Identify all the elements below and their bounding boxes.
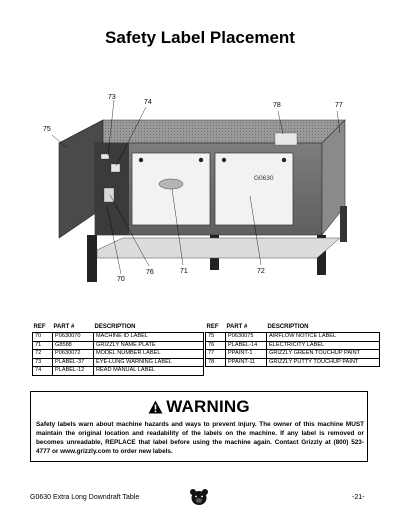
cell-ref: 76 (206, 341, 226, 350)
parts-table-left (32, 323, 204, 376)
table-row (33, 341, 204, 350)
table-row (206, 333, 380, 342)
cell-part: P0630072 (53, 350, 94, 359)
warning-box (30, 391, 368, 462)
cell-ref: 72 (33, 350, 53, 359)
filter-door-right (215, 153, 293, 225)
cell-part: PLABEL-12 (53, 367, 94, 376)
lower-shelf (97, 238, 340, 258)
cell-part: G8588 (53, 341, 94, 350)
warning-text: Safety labels warn about machine hazards and ways to prevent injury. The owner of this machine MUST maintain the original location and readability of the labels on the machine. If any label is removed or becomes unreadable, REPLACE that label before using the machine again. Contact Grizzly at (800) 523-4777 or www.grizzly.com to order new labels. (36, 421, 364, 455)
table-row (33, 358, 204, 367)
cell-part: PLABEL-37 (53, 358, 94, 367)
callout-70: 70 (117, 276, 125, 283)
cell-ref: 77 (206, 350, 226, 359)
cell-ref: 73 (33, 358, 53, 367)
col-header-ref: REF (33, 324, 46, 330)
cell-description: READ MANUAL LABEL (94, 367, 204, 376)
cell-description: ELECTRICITY LABEL (267, 341, 380, 350)
cell-description: GRIZZLY PUTTY TOUCHUP PAINT (267, 358, 380, 367)
callout-75: 75 (43, 126, 51, 133)
col-header-description: DESCRIPTION (267, 324, 309, 330)
cell-ref: 71 (33, 341, 53, 350)
cell-part: P0630070 (53, 333, 94, 342)
cell-ref: 70 (33, 333, 53, 342)
cell-description: AIRFLOW NOTICE LABEL (267, 333, 380, 342)
table-row (33, 367, 204, 376)
parts-table-right (205, 323, 380, 367)
machine-model-label: G0630 (254, 175, 274, 182)
leg-back-right (340, 206, 347, 242)
cell-description: GRIZZLY GREEN TOUCHUP PAINT (267, 350, 380, 359)
callout-76: 76 (146, 269, 154, 276)
callout-72: 72 (257, 268, 265, 275)
warning-title: WARNING (166, 397, 250, 416)
cell-part: P0630075 (226, 333, 267, 342)
table-row (206, 350, 380, 359)
callout-77: 77 (335, 102, 343, 109)
cell-part: PPAINT-1 (226, 350, 267, 359)
table-row (206, 358, 380, 367)
page-title: Safety Label Placement (105, 28, 295, 47)
downdraft-table-drawing (35, 88, 375, 298)
table-row (33, 333, 204, 342)
cell-part: PLABEL-14 (226, 341, 267, 350)
cell-ref: 74 (33, 367, 53, 376)
cell-ref: 75 (206, 333, 226, 342)
cell-part: PPAINT-11 (226, 358, 267, 367)
col-header-description: DESCRIPTION (94, 324, 136, 330)
warning-header (31, 397, 367, 417)
col-header-part: PART # (53, 324, 75, 330)
cell-description: EYE-LUNG WARNING LABEL (94, 358, 204, 367)
table-row (33, 350, 204, 359)
name-plate (159, 179, 183, 189)
machine-illustration (35, 88, 375, 298)
leg-front-left (87, 235, 97, 282)
cell-description: MODEL NUMBER LABEL (94, 350, 204, 359)
footer-model-title: G0630 Extra Long Downdraft Table (30, 494, 140, 501)
page-number: -21- (352, 494, 365, 501)
col-header-part: PART # (226, 324, 248, 330)
callout-78: 78 (273, 102, 281, 109)
cell-description: GRIZZLY NAME PLATE (94, 341, 204, 350)
cell-description: MACHINE ID LABEL (94, 333, 204, 342)
callout-73: 73 (108, 94, 116, 101)
warning-triangle-icon (148, 400, 163, 414)
table-row (206, 341, 380, 350)
grizzly-bear-logo-icon (189, 488, 209, 511)
callout-71: 71 (180, 268, 188, 275)
callout-74: 74 (144, 99, 152, 106)
cell-ref: 78 (206, 358, 226, 367)
col-header-ref: REF (206, 324, 219, 330)
